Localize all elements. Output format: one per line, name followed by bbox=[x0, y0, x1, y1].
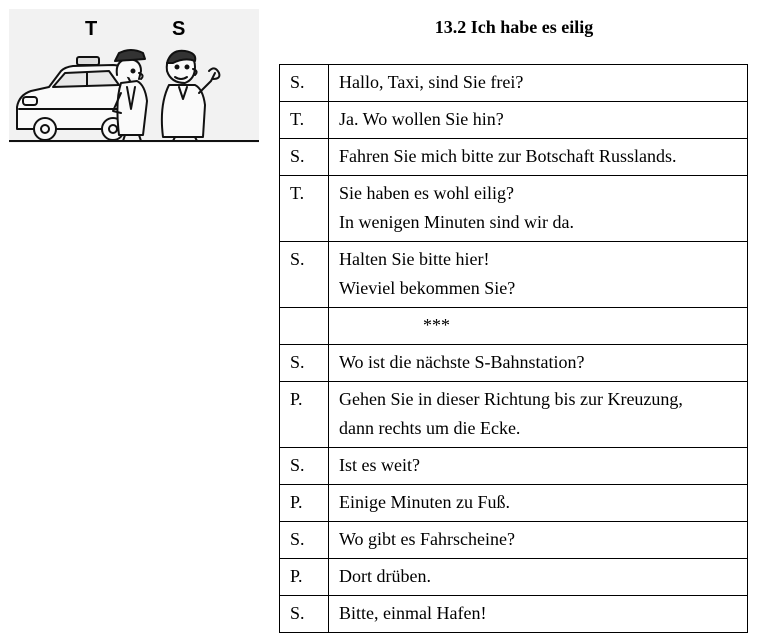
dialogue-line: Einige Minuten zu Fuß. bbox=[339, 492, 510, 512]
dialogue-line: Wo gibt es Fahrscheine? bbox=[339, 529, 516, 549]
taxi-illustration bbox=[9, 9, 259, 143]
line-cell bbox=[329, 559, 748, 596]
line-cell bbox=[329, 382, 748, 448]
dialogue-line: Bitte, einmal Hafen! bbox=[339, 603, 487, 623]
dialogue-line: Ja. Wo wollen Sie hin? bbox=[339, 109, 504, 129]
line-cell bbox=[329, 522, 748, 559]
table-row bbox=[280, 139, 748, 176]
separator-asterisks: *** bbox=[423, 315, 450, 335]
line-cell bbox=[329, 485, 748, 522]
line-cell bbox=[329, 345, 748, 382]
speaker-cell: T. bbox=[280, 176, 329, 242]
table-row bbox=[280, 448, 748, 485]
speaker-cell: T. bbox=[280, 102, 329, 139]
table-row bbox=[280, 242, 748, 308]
label-letter-t: T bbox=[85, 18, 98, 40]
dialogue-line: In wenigen Minuten sind wir da. bbox=[339, 212, 574, 232]
speaker-cell: S. bbox=[280, 65, 329, 102]
section-separator-row bbox=[280, 308, 748, 345]
page-title: 13.2 Ich habe es eilig bbox=[434, 17, 594, 37]
dialogue-line: Wo ist die nächste S-Bahnstation? bbox=[339, 352, 585, 372]
dialogue-line: Wieviel bekommen Sie? bbox=[339, 278, 516, 298]
table-row bbox=[280, 382, 748, 448]
dialogue-line: Hallo, Taxi, sind Sie frei? bbox=[339, 72, 524, 92]
dialogue-table bbox=[279, 64, 748, 633]
speaker-cell: S. bbox=[280, 139, 329, 176]
speaker-cell: S. bbox=[280, 345, 329, 382]
table-row bbox=[280, 596, 748, 633]
table-row bbox=[280, 345, 748, 382]
dialogue-line: Fahren Sie mich bitte zur Botschaft Russlands. bbox=[339, 146, 677, 166]
dialogue-line: Ist es weit? bbox=[339, 455, 420, 475]
dialogue-line: Halten Sie bitte hier! bbox=[339, 249, 490, 269]
line-cell bbox=[329, 176, 748, 242]
dialogue-line: dann rechts um die Ecke. bbox=[339, 418, 521, 438]
line-cell bbox=[329, 102, 748, 139]
speaker-cell: P. bbox=[280, 485, 329, 522]
line-cell bbox=[329, 65, 748, 102]
speaker-cell: P. bbox=[280, 559, 329, 596]
line-cell bbox=[329, 242, 748, 308]
speaker-cell: S. bbox=[280, 596, 329, 633]
table-row bbox=[280, 65, 748, 102]
dialogue-line: Dort drüben. bbox=[339, 566, 431, 586]
dialogue-line: Gehen Sie in dieser Richtung bis zur Kreuzung, bbox=[339, 389, 683, 409]
table-row bbox=[280, 559, 748, 596]
table-row bbox=[280, 176, 748, 242]
customer-icon bbox=[162, 51, 220, 141]
line-cell bbox=[329, 308, 748, 345]
line-cell bbox=[329, 448, 748, 485]
taxi-scene-drawing bbox=[9, 9, 259, 143]
speaker-cell: S. bbox=[280, 242, 329, 308]
table-row bbox=[280, 522, 748, 559]
dialogue-line: Sie haben es wohl eilig? bbox=[339, 183, 514, 203]
table-row bbox=[280, 102, 748, 139]
speaker-cell: S. bbox=[280, 448, 329, 485]
speaker-cell bbox=[280, 308, 329, 345]
line-cell bbox=[329, 596, 748, 633]
line-cell bbox=[329, 139, 748, 176]
speaker-cell: S. bbox=[280, 522, 329, 559]
table-row bbox=[280, 485, 748, 522]
taxi-car-icon bbox=[17, 57, 133, 140]
taxi-driver-icon bbox=[113, 50, 147, 141]
label-letter-s: S bbox=[172, 18, 186, 40]
speaker-cell: P. bbox=[280, 382, 329, 448]
